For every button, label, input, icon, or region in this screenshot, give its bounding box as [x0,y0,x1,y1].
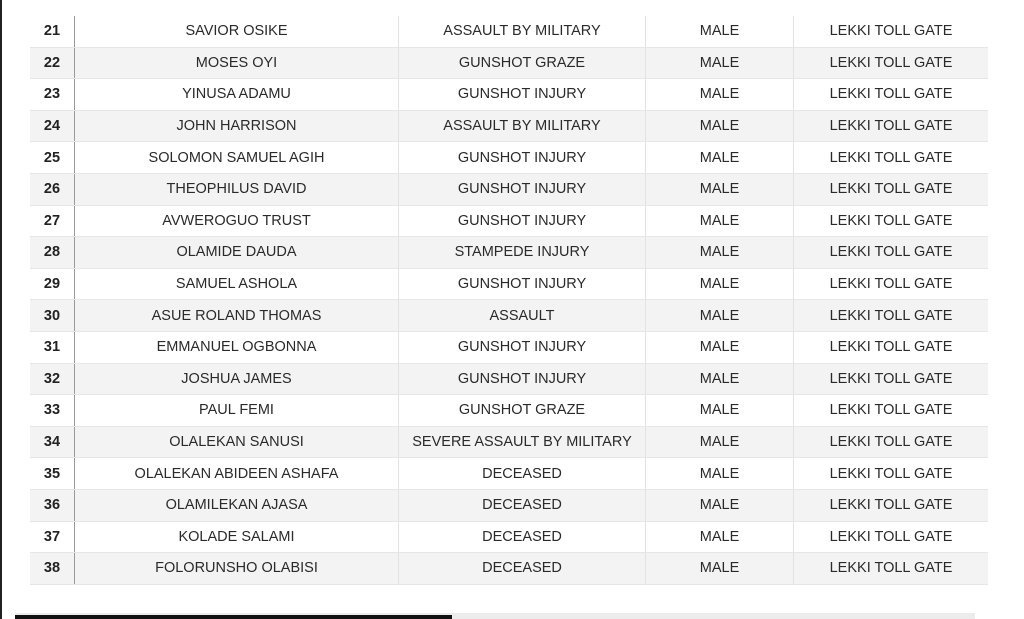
location-cell: LEKKI TOLL GATE [794,268,989,300]
row-number: 32 [30,363,75,395]
injury-cell: GUNSHOT GRAZE [399,47,646,79]
row-number: 37 [30,521,75,553]
injury-cell: DECEASED [399,489,646,521]
location-cell: LEKKI TOLL GATE [794,458,989,490]
location-cell: LEKKI TOLL GATE [794,47,989,79]
gender-cell: MALE [646,205,794,237]
row-number: 34 [30,426,75,458]
table-row [30,489,988,521]
location-cell: LEKKI TOLL GATE [794,553,989,585]
location-cell: LEKKI TOLL GATE [794,426,989,458]
row-number: 36 [30,489,75,521]
gender-cell: MALE [646,395,794,427]
injury-cell: STAMPEDE INJURY [399,237,646,269]
table-row [30,553,988,585]
name-cell: SAMUEL ASHOLA [75,268,399,300]
name-cell: SAVIOR OSIKE [75,16,399,47]
table-row [30,110,988,142]
location-cell: LEKKI TOLL GATE [794,521,989,553]
row-number: 21 [30,16,75,47]
gender-cell: MALE [646,173,794,205]
gender-cell: MALE [646,300,794,332]
name-cell: KOLADE SALAMI [75,521,399,553]
table-row [30,79,988,111]
injury-cell: ASSAULT [399,300,646,332]
gender-cell: MALE [646,268,794,300]
gender-cell: MALE [646,458,794,490]
name-cell: OLAMILEKAN AJASA [75,489,399,521]
row-number: 23 [30,79,75,111]
name-cell: JOSHUA JAMES [75,363,399,395]
injury-cell: SEVERE ASSAULT BY MILITARY [399,426,646,458]
injury-cell: DECEASED [399,521,646,553]
row-number: 29 [30,268,75,300]
gender-cell: MALE [646,110,794,142]
name-cell: THEOPHILUS DAVID [75,173,399,205]
location-cell: LEKKI TOLL GATE [794,300,989,332]
injury-cell: ASSAULT BY MILITARY [399,16,646,47]
gender-cell: MALE [646,331,794,363]
table-row [30,395,988,427]
gender-cell: MALE [646,16,794,47]
name-cell: JOHN HARRISON [75,110,399,142]
location-cell: LEKKI TOLL GATE [794,79,989,111]
name-cell: EMMANUEL OGBONNA [75,331,399,363]
location-cell: LEKKI TOLL GATE [794,363,989,395]
row-number: 25 [30,142,75,174]
row-number: 26 [30,173,75,205]
location-cell: LEKKI TOLL GATE [794,16,989,47]
location-cell: LEKKI TOLL GATE [794,173,989,205]
table-row [30,300,988,332]
table-row [30,142,988,174]
gender-cell: MALE [646,47,794,79]
location-cell: LEKKI TOLL GATE [794,331,989,363]
row-number: 35 [30,458,75,490]
name-cell: ASUE ROLAND THOMAS [75,300,399,332]
injury-cell: GUNSHOT INJURY [399,142,646,174]
location-cell: LEKKI TOLL GATE [794,489,989,521]
location-cell: LEKKI TOLL GATE [794,395,989,427]
name-cell: FOLORUNSHO OLABISI [75,553,399,585]
injury-cell: GUNSHOT INJURY [399,173,646,205]
injury-cell: GUNSHOT INJURY [399,331,646,363]
gender-cell: MALE [646,489,794,521]
row-number: 31 [30,331,75,363]
gender-cell: MALE [646,142,794,174]
injury-cell: ASSAULT BY MILITARY [399,110,646,142]
table-row [30,458,988,490]
window-edge [0,0,2,619]
table-row [30,47,988,79]
gender-cell: MALE [646,553,794,585]
scroll-bar[interactable] [15,615,452,619]
injury-cell: GUNSHOT INJURY [399,79,646,111]
name-cell: OLALEKAN ABIDEEN ASHAFA [75,458,399,490]
table-row [30,426,988,458]
injury-cell: GUNSHOT GRAZE [399,395,646,427]
table-row [30,268,988,300]
row-number: 22 [30,47,75,79]
casualty-table [30,16,988,585]
location-cell: LEKKI TOLL GATE [794,237,989,269]
row-number: 30 [30,300,75,332]
name-cell: MOSES OYI [75,47,399,79]
name-cell: OLAMIDE DAUDA [75,237,399,269]
table-row [30,205,988,237]
table-row [30,237,988,269]
gender-cell: MALE [646,521,794,553]
location-cell: LEKKI TOLL GATE [794,142,989,174]
gender-cell: MALE [646,79,794,111]
injury-cell: GUNSHOT INJURY [399,268,646,300]
row-number: 33 [30,395,75,427]
row-number: 27 [30,205,75,237]
table-row [30,16,988,47]
table-row [30,521,988,553]
name-cell: PAUL FEMI [75,395,399,427]
gender-cell: MALE [646,363,794,395]
row-number: 38 [30,553,75,585]
location-cell: LEKKI TOLL GATE [794,110,989,142]
injury-cell: GUNSHOT INJURY [399,363,646,395]
injury-cell: DECEASED [399,458,646,490]
injury-cell: DECEASED [399,553,646,585]
gender-cell: MALE [646,237,794,269]
name-cell: OLALEKAN SANUSI [75,426,399,458]
table-row [30,331,988,363]
gender-cell: MALE [646,426,794,458]
name-cell: YINUSA ADAMU [75,79,399,111]
table-row [30,173,988,205]
injury-cell: GUNSHOT INJURY [399,205,646,237]
name-cell: AVWEROGUO TRUST [75,205,399,237]
name-cell: SOLOMON SAMUEL AGIH [75,142,399,174]
row-number: 28 [30,237,75,269]
row-number: 24 [30,110,75,142]
location-cell: LEKKI TOLL GATE [794,205,989,237]
table-row [30,363,988,395]
